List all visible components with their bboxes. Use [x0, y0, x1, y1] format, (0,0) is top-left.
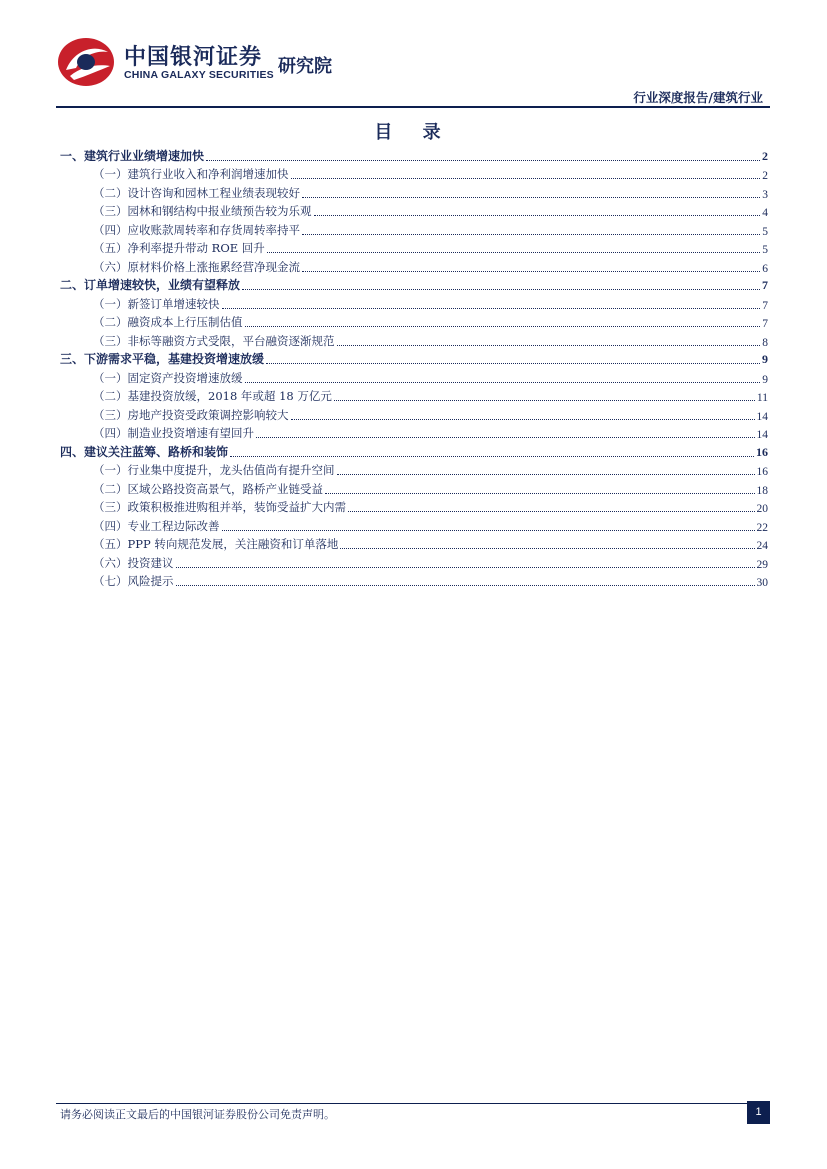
toc-entry-title: （二）融资成本上行压制估值: [93, 315, 243, 329]
toc-entry-page: 2: [762, 170, 768, 182]
toc-leader-dots: [291, 418, 755, 420]
header-divider: [56, 106, 770, 108]
toc-subsection-entry[interactable]: [60, 238, 768, 257]
footer-disclaimer: 请务必阅读正文最后的中国银河证券股份公司免责声明。: [60, 1108, 335, 1121]
toc-leader-dots: [176, 584, 755, 586]
toc-entry-page: 24: [756, 540, 768, 552]
page-header: [0, 0, 827, 110]
toc-entry-page: 7: [762, 299, 768, 312]
toc-entry-page: 9: [762, 373, 768, 386]
toc-leader-dots: [314, 214, 761, 216]
brand-name-en: CHINA GALAXY SECURITIES: [124, 69, 274, 81]
toc-entry-title: （二）基建投资放缓，2018 年或超 18 万亿元: [93, 389, 332, 403]
toc-leader-dots: [222, 529, 755, 531]
toc-subsection-entry[interactable]: [60, 571, 768, 590]
table-of-contents: [60, 145, 768, 589]
toc-entry-page: 9: [762, 352, 768, 366]
toc-leader-dots: [291, 177, 761, 179]
toc-entry-page: 7: [762, 278, 768, 292]
toc-entry-title: （五）净利率提升带动 ROE 回升: [93, 241, 265, 255]
toc-entry-page: 4: [762, 207, 768, 219]
toc-entry-page: 8: [762, 336, 768, 349]
toc-entry-page: 5: [762, 244, 768, 256]
toc-leader-dots: [266, 362, 760, 364]
toc-entry-page: 22: [756, 521, 768, 534]
toc-leader-dots: [245, 325, 761, 327]
toc-leader-dots: [176, 566, 755, 568]
toc-entry-title: （六）投资建议: [93, 555, 174, 570]
toc-entry-page: 18: [756, 484, 768, 497]
toc-entry-title: （二）设计咨询和园林工程业绩表现较好: [93, 185, 300, 200]
toc-subsection-entry[interactable]: [60, 534, 768, 553]
toc-entry-page: 16: [756, 444, 768, 459]
toc-subsection-entry[interactable]: [60, 330, 768, 349]
toc-entry-title: （二）区域公路投资高景气，路桥产业链受益: [93, 481, 323, 496]
toc-entry-page: 7: [762, 318, 768, 330]
toc-entry-page: 16: [756, 466, 768, 478]
toc-subsection-entry[interactable]: [60, 497, 768, 516]
toc-subsection-entry[interactable]: [60, 367, 768, 386]
toc-subsection-entry[interactable]: [60, 182, 768, 201]
toc-leader-dots: [242, 288, 760, 290]
toc-entry-page: 29: [756, 558, 768, 571]
toc-entry-page: 6: [762, 262, 768, 275]
galaxy-logo-icon: [56, 36, 116, 88]
toc-entry-title: （一）建筑行业收入和净利润增速加快: [93, 167, 289, 181]
toc-leader-dots: [230, 455, 754, 457]
toc-subsection-entry[interactable]: [60, 293, 768, 312]
toc-section-entry[interactable]: [60, 349, 768, 368]
toc-entry-page: 5: [762, 225, 768, 238]
toc-section-entry[interactable]: [60, 275, 768, 294]
toc-entry-title: （三）园林和钢结构中报业绩预告较为乐观: [93, 204, 312, 218]
toc-entry-page: 14: [756, 429, 768, 441]
toc-leader-dots: [256, 436, 755, 438]
toc-leader-dots: [348, 510, 755, 512]
toc-entry-title: （四）专业工程边际改善: [93, 518, 220, 533]
toc-entry-title: （五）PPP 转向规范发展，关注融资和订单落地: [93, 537, 339, 551]
toc-title: 目 录: [374, 122, 453, 143]
toc-subsection-entry[interactable]: [60, 164, 768, 183]
toc-entry-title: （三）政策积极推进购租并举，装饰受益扩大内需: [93, 500, 346, 514]
toc-leader-dots: [334, 399, 755, 401]
toc-entry-title: 四、建议关注蓝筹、路桥和装饰: [60, 444, 229, 459]
toc-entry-title: （一）新签订单增速较快: [93, 296, 220, 311]
toc-subsection-entry[interactable]: [60, 219, 768, 238]
report-type: 行业深度报告/建筑行业: [633, 90, 763, 105]
toc-subsection-entry[interactable]: [60, 515, 768, 534]
institute-label: 研究院: [278, 56, 332, 77]
toc-leader-dots: [340, 547, 754, 549]
page-number: 1: [747, 1101, 770, 1124]
toc-entry-page: 2: [762, 148, 768, 163]
toc-entry-page: 3: [762, 188, 768, 201]
brand-name-cn: 中国银河证券: [124, 45, 263, 70]
toc-entry-page: 20: [756, 503, 768, 515]
toc-entry-title: 一、建筑行业业绩增速加快: [60, 148, 205, 163]
toc-entry-title: （一）固定资产投资增速放缓: [93, 370, 243, 385]
toc-section-entry[interactable]: [60, 441, 768, 460]
toc-subsection-entry[interactable]: [60, 386, 768, 405]
toc-subsection-entry[interactable]: [60, 404, 768, 423]
toc-entry-page: 30: [756, 577, 768, 589]
toc-leader-dots: [337, 473, 755, 475]
toc-leader-dots: [302, 233, 760, 235]
toc-leader-dots: [206, 159, 760, 161]
toc-subsection-entry[interactable]: [60, 552, 768, 571]
toc-entry-title: （三）非标等融资方式受限，平台融资逐渐规范: [93, 333, 335, 348]
toc-leader-dots: [302, 270, 760, 272]
toc-subsection-entry[interactable]: [60, 478, 768, 497]
toc-leader-dots: [337, 344, 761, 346]
toc-section-entry[interactable]: [60, 145, 768, 164]
toc-entry-title: （三）房地产投资受政策调控影响较大: [93, 407, 289, 422]
toc-leader-dots: [267, 251, 760, 253]
toc-entry-title: （六）原材料价格上涨拖累经营净现金流: [93, 259, 300, 274]
toc-leader-dots: [245, 381, 761, 383]
toc-entry-title: （一）行业集中度提升，龙头估值尚有提升空间: [93, 463, 335, 477]
toc-entry-page: 11: [756, 392, 768, 404]
toc-subsection-entry[interactable]: [60, 256, 768, 275]
toc-subsection-entry[interactable]: [60, 460, 768, 479]
toc-leader-dots: [325, 492, 755, 494]
toc-entry-title: （七）风险提示: [93, 574, 174, 588]
footer-divider: [56, 1103, 770, 1104]
toc-subsection-entry[interactable]: [60, 201, 768, 220]
toc-leader-dots: [302, 196, 760, 198]
toc-entry-title: （四）应收账款周转率和存货周转率持平: [93, 222, 300, 237]
toc-entry-page: 14: [756, 410, 768, 423]
toc-entry-title: 三、下游需求平稳，基建投资增速放缓: [60, 352, 265, 366]
toc-leader-dots: [222, 307, 761, 309]
toc-subsection-entry[interactable]: [60, 423, 768, 442]
toc-entry-title: （四）制造业投资增速有望回升: [93, 426, 254, 440]
toc-entry-title: 二、订单增速较快，业绩有望释放: [60, 278, 241, 292]
toc-subsection-entry[interactable]: [60, 312, 768, 331]
